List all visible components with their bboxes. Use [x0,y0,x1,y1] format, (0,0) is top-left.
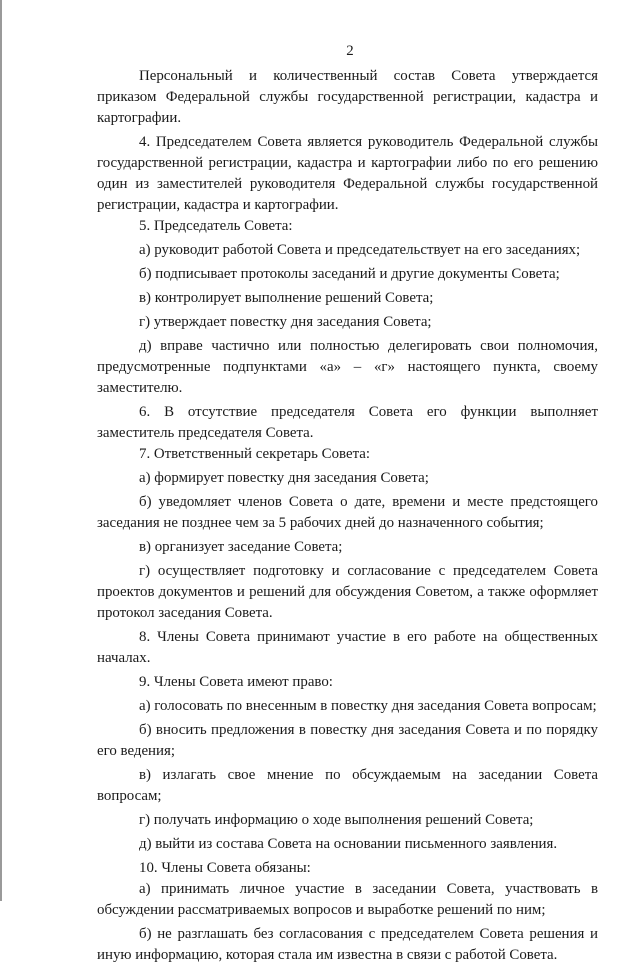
paragraph: д) вправе частично или полностью делегировать свои полномочия, предусмотренные подпунктами «а» – «г» настоящего пункта, своему заместителю. [97,338,598,396]
page-number: 2 [346,43,354,59]
paragraph: д) выйти из состава Совета на основании письменного заявления. [139,836,558,852]
paragraph: а) формирует повестку дня заседания Совета; [139,470,429,486]
paragraph: б) вносить предложения в повестку дня заседания Совета и по порядку его ведения; [97,722,598,759]
paragraph: 10. Члены Совета обязаны: [139,860,311,876]
paragraph: в) излагать свое мнение по обсуждаемым на заседании Совета вопросам; [97,767,598,804]
paragraph: б) не разглашать без согласования с председателем Совета решения и иную информацию, которая стала им известна в связи с работой Совета. [97,926,598,963]
paragraph: б) подписывает протоколы заседаний и другие документы Совета; [139,266,560,282]
paragraph: 7. Ответственный секретарь Совета: [139,446,371,462]
paragraph: а) принимать личное участие в заседании Совета, участвовать в обсуждении рассматриваемых вопросов и выработке решений по ним; [97,881,598,918]
paragraph: Персональный и количественный состав Совета утверждается приказом Федеральной службы государственной регистрации, кадастра и картографии. [97,68,598,126]
paragraph: 6. В отсутствие председателя Совета его функции выполняет заместитель председателя Совета. [97,404,598,441]
scan-edge-line [0,0,2,901]
paragraph: а) руководит работой Совета и председательствует на его заседаниях; [139,242,581,258]
paragraph: г) осуществляет подготовку и согласование с председателем Совета проектов документов и решений для обсуждения Советом, а также оформляет протокол заседания Совета. [97,563,598,621]
paragraph: а) голосовать по внесенным в повестку дня заседания Совета вопросам; [139,698,597,714]
paragraph: 8. Члены Совета принимают участие в его работе на общественных началах. [97,629,598,666]
paragraph: в) контролирует выполнение решений Совета; [139,290,434,306]
paragraph: 4. Председателем Совета является руководитель Федеральной службы государственной регистрации, кадастра и картографии либо по его решению один из заместителей руководителя Федеральной службы государственной регистрации, кадастра и картографии. [97,134,598,213]
paragraph: в) организует заседание Совета; [139,539,343,555]
paragraph: б) уведомляет членов Совета о дате, времени и месте предстоящего заседания не позднее чем за 5 рабочих дней до назначенного события; [97,494,598,531]
document-body [97,66,598,966]
paragraph: г) утверждает повестку дня заседания Совета; [139,314,432,330]
paragraph: 5. Председатель Совета: [139,218,293,234]
paragraph: г) получать информацию о ходе выполнения решений Совета; [139,812,534,828]
paragraph: 9. Члены Совета имеют право: [139,674,333,690]
